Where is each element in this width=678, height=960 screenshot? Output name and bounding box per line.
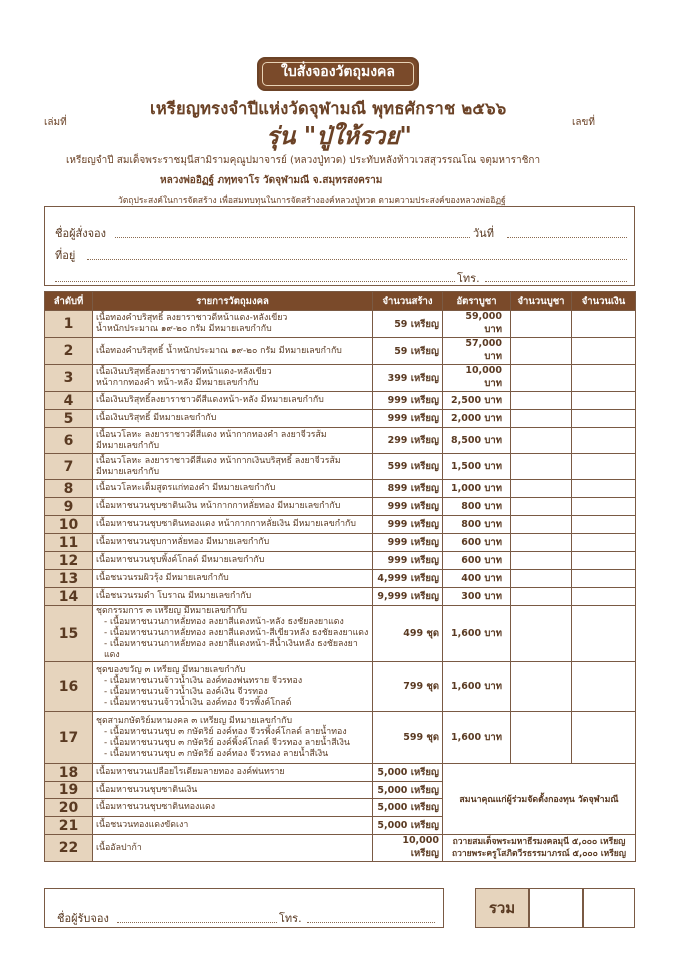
item-line: เนื้อมหาชนวนชุบซาตินทองแดง xyxy=(96,802,216,812)
total-label: รวม xyxy=(475,888,529,928)
address-field-line2[interactable] xyxy=(55,281,455,282)
header-no: ลำดับที่ xyxy=(45,292,93,311)
order-count-cell[interactable] xyxy=(511,428,572,454)
production-quantity: 799 ชุด xyxy=(373,662,443,712)
order-count-cell[interactable] xyxy=(511,588,572,606)
objective-text: วัตถุประสงค์ในการจัดสร้าง เพื่อสมทบทุนในการจัดสร้างองค์หลวงปู่ทวด ตามความประสงค์ของหลวงพ่ออิฏฐ์ xyxy=(118,196,506,206)
orderer-name-field[interactable] xyxy=(115,237,470,238)
item-line: เนื้อทองคำบริสุทธิ์ ลงยาราชาวดีหน้าแดง-หลังเขียว xyxy=(96,313,288,323)
row-number: 22 xyxy=(45,835,93,862)
item-line: มีหมายเลขกำกับ xyxy=(96,440,160,451)
order-count-cell[interactable] xyxy=(511,606,572,662)
row-number: 3 xyxy=(45,365,93,392)
worship-price: 400 บาท xyxy=(443,570,511,588)
date-field[interactable] xyxy=(507,237,627,238)
production-quantity: 5,000 เหรียญ xyxy=(373,764,443,782)
donation-note-line: ถวายสมเด็จพระมหาธีรมงคลมุนี ๕,๐๐๐ เหรียญ xyxy=(452,837,626,847)
amount-cell[interactable] xyxy=(572,498,636,516)
table-row xyxy=(45,552,636,570)
item-line: เนื้อมหาชนวนชุบพิ้งค์โกลด์ มีหมายเลขกำกับ xyxy=(96,555,265,565)
item-line: เนื้อชนวนรมผิวรุ้ง มีหมายเลขกำกับ xyxy=(96,573,229,583)
table-row xyxy=(45,498,636,516)
table-row xyxy=(45,311,636,338)
amount-cell[interactable] xyxy=(572,311,636,338)
header-badge xyxy=(257,57,419,91)
row-number: 8 xyxy=(45,480,93,498)
item-line: ชุดของขวัญ ๓ เหรียญ มีหมายเลขกำกับ xyxy=(96,664,246,675)
production-quantity: 59 เหรียญ xyxy=(373,311,443,338)
address-field-line1[interactable] xyxy=(87,259,627,260)
receiver-phone-label: โทร. xyxy=(279,912,302,925)
date-label: วันที่ xyxy=(473,227,494,240)
coin-description: เหรียญจำปี สมเด็จพระราชมุนีสามิรามคุณูปมาจารย์ (หลวงปู่ทวด) ประทับหลังท้าวเวสสุวรรณโณ จตุมหาราชิกา xyxy=(66,155,541,166)
order-count-cell[interactable] xyxy=(511,516,572,534)
receiver-name-label: ชื่อผู้รับจอง xyxy=(57,912,109,925)
production-quantity: 999 เหรียญ xyxy=(373,516,443,534)
order-count-cell[interactable] xyxy=(511,454,572,480)
row-number: 20 xyxy=(45,799,93,817)
item-line: เนื้อมหาชนวนชุบกาหลั่ยทอง มีหมายเลขกำกับ xyxy=(96,537,270,547)
edition-title: รุ่น "ปู่ให้รวย" xyxy=(266,121,412,150)
item-line: - เนื้อมหาชนวนกาหลั่ยทอง ลงยาสีแดงหน้า-สีน้ำเงินหลัง ธงชัยลงยาแดง xyxy=(104,639,358,660)
amount-cell[interactable] xyxy=(572,662,636,712)
worship-price: 1,600 บาท xyxy=(443,662,511,712)
row-number: 12 xyxy=(45,552,93,570)
footer xyxy=(44,888,635,928)
order-count-cell[interactable] xyxy=(511,365,572,392)
item-description xyxy=(93,712,373,764)
phone-field[interactable] xyxy=(485,281,627,282)
row-number: 6 xyxy=(45,428,93,454)
order-count-cell[interactable] xyxy=(511,498,572,516)
row-number: 13 xyxy=(45,570,93,588)
item-description xyxy=(93,570,373,588)
item-description xyxy=(93,835,373,862)
row-number: 17 xyxy=(45,712,93,764)
amount-cell[interactable] xyxy=(572,365,636,392)
table-row xyxy=(45,764,636,782)
amount-cell[interactable] xyxy=(572,552,636,570)
order-count-cell[interactable] xyxy=(511,311,572,338)
item-line: - เนื้อมหาชนวนกาหลั่ยทอง ลงยาสีแดงหน้า-หลัง ธงชัยลงยาแดง xyxy=(104,617,344,627)
temple-description: หลวงพ่ออิฏฐ์ ภทฺทจาโร วัดจุฬามณี จ.สมุทรสงคราม xyxy=(160,175,383,186)
item-line: เนื้อเงินบริสุทธิ์ลงยาราชาวดีหน้าแดง-หลังเขียว xyxy=(96,367,272,377)
amount-cell[interactable] xyxy=(572,454,636,480)
amount-cell[interactable] xyxy=(572,606,636,662)
production-quantity: 599 ชุด xyxy=(373,712,443,764)
table-row xyxy=(45,410,636,428)
item-line: เนื้อนวโลหะ ลงยาราชาวดีสีแดง หน้ากากเงินบริสุทธิ์ ลงยาจีวรส้ม xyxy=(96,455,341,466)
table-row xyxy=(45,570,636,588)
item-description xyxy=(93,498,373,516)
row-number: 4 xyxy=(45,392,93,410)
receiver-box xyxy=(44,888,444,928)
row-number: 11 xyxy=(45,534,93,552)
production-quantity: 999 เหรียญ xyxy=(373,498,443,516)
item-description xyxy=(93,428,373,454)
book-number-label: เล่มที่ xyxy=(44,117,67,128)
production-quantity: 399 เหรียญ xyxy=(373,365,443,392)
item-description xyxy=(93,392,373,410)
production-quantity: 499 ชุด xyxy=(373,606,443,662)
item-line: เนื้อนวโลหะเต็มสูตรแก่ทองคำ มีหมายเลขกำกับ xyxy=(96,483,276,493)
item-description xyxy=(93,817,373,835)
worship-price: 2,500 บาท xyxy=(443,392,511,410)
table-row xyxy=(45,338,636,365)
row-number: 18 xyxy=(45,764,93,782)
item-line: - เนื้อมหาชนวนกาหลั่ยทอง ลงยาสีแดงหน้า-สีเขียวหลัง ธงชัยลงยาแดง xyxy=(104,628,369,638)
worship-price: 8,500 บาท xyxy=(443,428,511,454)
production-quantity: 4,999 เหรียญ xyxy=(373,570,443,588)
donation-note-line: ถวายพระครูโสภิตวีรธรรมาภรณ์ ๕,๐๐๐ เหรียญ xyxy=(451,849,627,859)
table-row xyxy=(45,712,636,764)
worship-price: 2,000 บาท xyxy=(443,410,511,428)
worship-price: 800 บาท xyxy=(443,516,511,534)
item-line: เนื้อมหาชนวนเปลือยไรเดียมลายทอง องค์พ่นทราย xyxy=(96,767,285,777)
item-line: เนื้อมหาชนวนชุบซาตินเงิน หน้ากากกาหลั่ยทอง มีหมายเลขกำกับ xyxy=(96,501,341,511)
table-row xyxy=(45,454,636,480)
page-title: เหรียญทรงจำปีแห่งวัดจุฬามณี พุทธศักราช ๒๕๖๖ xyxy=(150,99,507,118)
fund-note: สมนาคุณแก่ผู้ร่วมจัดตั้งกองทุน วัดจุฬามณี xyxy=(443,764,636,835)
worship-price: 1,500 บาท xyxy=(443,454,511,480)
table-row xyxy=(45,480,636,498)
item-line: - เนื้อมหาชนวนชุบ ๓ กษัตริย์ องค์พิ้งค์โกลด์ จีวรทอง ลายน้ำสีเงิน xyxy=(104,737,350,748)
amount-cell[interactable] xyxy=(572,480,636,498)
header-order-count: จำนวนบูชา xyxy=(511,292,572,311)
order-count-cell[interactable] xyxy=(511,410,572,428)
item-line: - เนื้อมหาชนวนชุบ ๓ กษัตริย์ องค์ทอง จีวรทอง ลายน้ำสีเงิน xyxy=(104,748,329,759)
table-row xyxy=(45,835,636,862)
orderer-name-label: ชื่อผู้สั่งจอง xyxy=(55,227,107,240)
receiver-name-field[interactable] xyxy=(117,922,277,923)
worship-price: 10,000 บาท xyxy=(443,365,511,392)
item-line: น้ำหนักประมาณ ๑๙-๒๐ กรัม มีหมายเลขกำกับ xyxy=(96,324,272,334)
item-line: - เนื้อมหาชนวนจ้าวน้ำเงิน องค์เงิน จีวรทอง xyxy=(104,686,268,697)
item-line: เนื้อเงินบริสุทธิ์ มีหมายเลขกำกับ xyxy=(96,413,217,423)
table-row xyxy=(45,428,636,454)
worship-price: 600 บาท xyxy=(443,552,511,570)
total-amount-field[interactable] xyxy=(583,888,635,928)
item-line: เนื้อชนวนทองแดงขัดเงา xyxy=(96,820,189,830)
worship-price: 600 บาท xyxy=(443,534,511,552)
order-count-cell[interactable] xyxy=(511,392,572,410)
amount-cell[interactable] xyxy=(572,516,636,534)
item-line: ชุดสามกษัตริย์มหามงคล ๓ เหรียญ มีหมายเลขกำกับ xyxy=(96,715,293,726)
item-line: เนื้อทองคำบริสุทธิ์ น้ำหนักประมาณ ๑๙-๒๐ กรัม มีหมายเลขกำกับ xyxy=(96,345,342,356)
item-line: เนื้อมหาชนวนชุบซาตินทองแดง หน้ากากกาหลั่ยเงิน มีหมายเลขกำกับ xyxy=(96,519,356,529)
total-count-field[interactable] xyxy=(529,888,583,928)
donation-note xyxy=(443,835,636,862)
table-body xyxy=(45,311,636,862)
item-line: - เนื้อมหาชนวนชุบ ๓ กษัตริย์ องค์ทอง จีวรพิ้งค์โกลด์ ลายน้ำทอง xyxy=(104,726,347,737)
amount-cell[interactable] xyxy=(572,392,636,410)
item-description xyxy=(93,338,373,365)
table-row xyxy=(45,516,636,534)
production-quantity: 999 เหรียญ xyxy=(373,552,443,570)
row-number: 1 xyxy=(45,311,93,338)
item-description xyxy=(93,410,373,428)
item-line: ชุดกรรมการ ๓ เหรียญ มีหมายเลขกำกับ xyxy=(96,606,247,616)
item-line: มีหมายเลขกำกับ xyxy=(96,466,160,477)
table-row xyxy=(45,588,636,606)
header-price: อัตราบูชา xyxy=(443,292,511,311)
table-row xyxy=(45,365,636,392)
worship-price: 300 บาท xyxy=(443,588,511,606)
row-number: 10 xyxy=(45,516,93,534)
production-quantity: 5,000 เหรียญ xyxy=(373,799,443,817)
amount-cell[interactable] xyxy=(572,534,636,552)
row-number: 15 xyxy=(45,606,93,662)
production-quantity: 899 เหรียญ xyxy=(373,480,443,498)
row-number: 14 xyxy=(45,588,93,606)
item-line: - เนื้อมหาชนวนจ้าวน้ำเงิน องค์ทองพ่นทราย จีวรทอง xyxy=(104,675,303,686)
item-description xyxy=(93,764,373,782)
order-count-cell[interactable] xyxy=(511,712,572,764)
item-description xyxy=(93,480,373,498)
item-description xyxy=(93,606,373,662)
production-quantity: 10,000 เหรียญ xyxy=(373,835,443,862)
row-number: 21 xyxy=(45,817,93,835)
production-quantity: 999 เหรียญ xyxy=(373,392,443,410)
amount-cell[interactable] xyxy=(572,410,636,428)
production-quantity: 999 เหรียญ xyxy=(373,534,443,552)
worship-price: 57,000 บาท xyxy=(443,338,511,365)
worship-price: 1,600 บาท xyxy=(443,712,511,764)
address-label: ที่อยู่ xyxy=(55,249,76,262)
item-line: เนื้อนวโลหะ ลงยาราชาวดีสีแดง หน้ากากทองคำ ลงยาจีวรส้ม xyxy=(96,429,327,440)
item-line: เนื้อชนวนรมดำ โบราณ มีหมายเลขกำกับ xyxy=(96,591,252,601)
receiver-phone-field[interactable] xyxy=(307,922,435,923)
table-header-row xyxy=(45,292,636,311)
row-number: 19 xyxy=(45,782,93,799)
item-line: เนื้อเงินบริสุทธิ์ลงยาราชาวดีสีแดงหน้า-หลัง มีหมายเลขกำกับ xyxy=(96,395,324,405)
production-quantity: 5,000 เหรียญ xyxy=(373,782,443,799)
header-qty: จำนวนสร้าง xyxy=(373,292,443,311)
amount-cell[interactable] xyxy=(572,588,636,606)
order-table xyxy=(44,291,636,862)
amount-cell[interactable] xyxy=(572,338,636,365)
order-count-cell[interactable] xyxy=(511,480,572,498)
row-number: 9 xyxy=(45,498,93,516)
worship-price: 1,600 บาท xyxy=(443,606,511,662)
production-quantity: 299 เหรียญ xyxy=(373,428,443,454)
row-number: 7 xyxy=(45,454,93,480)
worship-price: 59,000 บาท xyxy=(443,311,511,338)
item-description xyxy=(93,365,373,392)
item-description xyxy=(93,662,373,712)
production-quantity: 59 เหรียญ xyxy=(373,338,443,365)
row-number: 16 xyxy=(45,662,93,712)
amount-cell[interactable] xyxy=(572,570,636,588)
production-quantity: 599 เหรียญ xyxy=(373,454,443,480)
item-description xyxy=(93,516,373,534)
order-info-box xyxy=(44,206,635,286)
order-count-cell[interactable] xyxy=(511,338,572,365)
badge-text: ใบสั่งจองวัตถุมงคล xyxy=(281,64,395,80)
item-description xyxy=(93,782,373,799)
table-row xyxy=(45,662,636,712)
item-line: หน้ากากทองคำ หน้า-หลัง มีหมายเลขกำกับ xyxy=(96,378,259,388)
order-count-cell[interactable] xyxy=(511,534,572,552)
table-row xyxy=(45,534,636,552)
item-line: เนื้ออัลปาก้า xyxy=(96,842,142,853)
item-description xyxy=(93,588,373,606)
production-quantity: 9,999 เหรียญ xyxy=(373,588,443,606)
header-amount: จำนวนเงิน xyxy=(572,292,636,311)
order-count-cell[interactable] xyxy=(511,662,572,712)
phone-label: โทร. xyxy=(457,272,480,285)
item-line: เนื้อมหาชนวนชุบซาตินเงิน xyxy=(96,784,198,795)
table-row xyxy=(45,606,636,662)
item-description xyxy=(93,534,373,552)
item-line: - เนื้อมหาชนวนจ้าวน้ำเงิน องค์ทอง จีวรพิ้งค์โกลด์ xyxy=(104,697,292,708)
production-quantity: 5,000 เหรียญ xyxy=(373,817,443,835)
amount-cell[interactable] xyxy=(572,712,636,764)
item-description xyxy=(93,799,373,817)
table-row xyxy=(45,392,636,410)
item-description xyxy=(93,552,373,570)
header-item: รายการวัตถุมงคล xyxy=(93,292,373,311)
item-description xyxy=(93,454,373,480)
row-number: 5 xyxy=(45,410,93,428)
amount-cell[interactable] xyxy=(572,428,636,454)
serial-number-label: เลขที่ xyxy=(572,117,595,128)
row-number: 2 xyxy=(45,338,93,365)
production-quantity: 999 เหรียญ xyxy=(373,410,443,428)
order-count-cell[interactable] xyxy=(511,552,572,570)
worship-price: 800 บาท xyxy=(443,498,511,516)
worship-price: 1,000 บาท xyxy=(443,480,511,498)
order-count-cell[interactable] xyxy=(511,570,572,588)
item-description xyxy=(93,311,373,338)
